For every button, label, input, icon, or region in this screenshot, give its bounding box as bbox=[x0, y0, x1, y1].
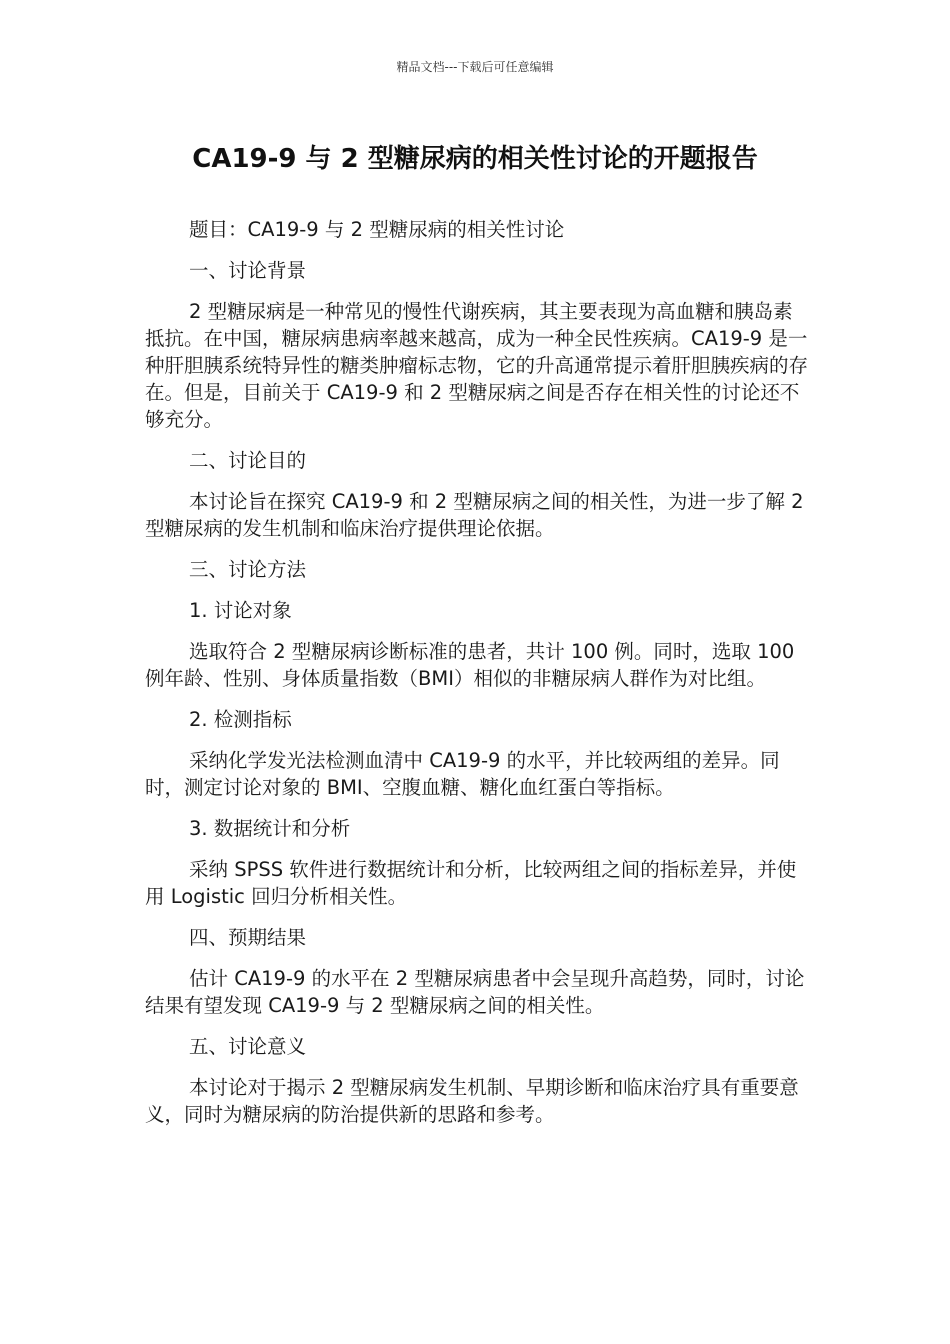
indicators-paragraph: 采纳化学发光法检测血清中 CA19-9 的水平，并比较两组的差异。同时，测定讨论对象的 BMI、空腹血糖、糖化血红蛋白等指标。 bbox=[145, 749, 780, 799]
expected-results-paragraph: 估计 CA19-9 的水平在 2 型糖尿病患者中会呈现升高趋势，同时，讨论结果有望发现 CA19-9 与 2 型糖尿病之间的相关性。 bbox=[145, 967, 805, 1017]
document-body bbox=[145, 216, 810, 1142]
section-heading-expected-results: 四、预期结果 bbox=[189, 926, 307, 949]
section-heading-significance: 五、讨论意义 bbox=[189, 1035, 307, 1058]
background-paragraph: 2 型糖尿病是一种常见的慢性代谢疾病，其主要表现为高血糖和胰岛素抵抗。在中国，糖尿病患病率越来越高，成为一种全民性疾病。CA19-9 是一种肝胆胰系统特异性的糖类肿瘤标志物，它的升高通常提示着肝胆胰疾病的存在。但是，目前关于 CA19-9 和 2 型糖尿病之间是否存在相关性的讨论还不够充分。 bbox=[145, 300, 809, 431]
subjects-paragraph: 选取符合 2 型糖尿病诊断标准的患者，共计 100 例。同时，选取 100 例年龄、性别、身体质量指数（BMI）相似的非糖尿病人群作为对比组。 bbox=[145, 640, 795, 690]
topic-line: 题目：CA19-9 与 2 型糖尿病的相关性讨论 bbox=[189, 218, 565, 241]
statistics-paragraph: 采纳 SPSS 软件进行数据统计和分析，比较两组之间的指标差异，并使用 Logistic 回归分析相关性。 bbox=[145, 858, 797, 908]
subheading-statistics: 3. 数据统计和分析 bbox=[189, 817, 351, 840]
section-heading-methods: 三、讨论方法 bbox=[189, 558, 307, 581]
significance-paragraph: 本讨论对于揭示 2 型糖尿病发生机制、早期诊断和临床治疗具有重要意义，同时为糖尿病的防治提供新的思路和参考。 bbox=[145, 1076, 799, 1126]
subheading-subjects: 1. 讨论对象 bbox=[189, 599, 292, 622]
subheading-indicators: 2. 检测指标 bbox=[189, 708, 292, 731]
section-heading-background: 一、讨论背景 bbox=[189, 259, 307, 282]
header-note: 精品文档---下载后可任意编辑 bbox=[396, 60, 554, 74]
section-heading-purpose: 二、讨论目的 bbox=[189, 449, 307, 472]
purpose-paragraph: 本讨论旨在探究 CA19-9 和 2 型糖尿病之间的相关性，为进一步了解 2 型糖尿病的发生机制和临床治疗提供理论依据。 bbox=[145, 490, 804, 540]
document-title: CA19-9 与 2 型糖尿病的相关性讨论的开题报告 bbox=[192, 144, 758, 174]
